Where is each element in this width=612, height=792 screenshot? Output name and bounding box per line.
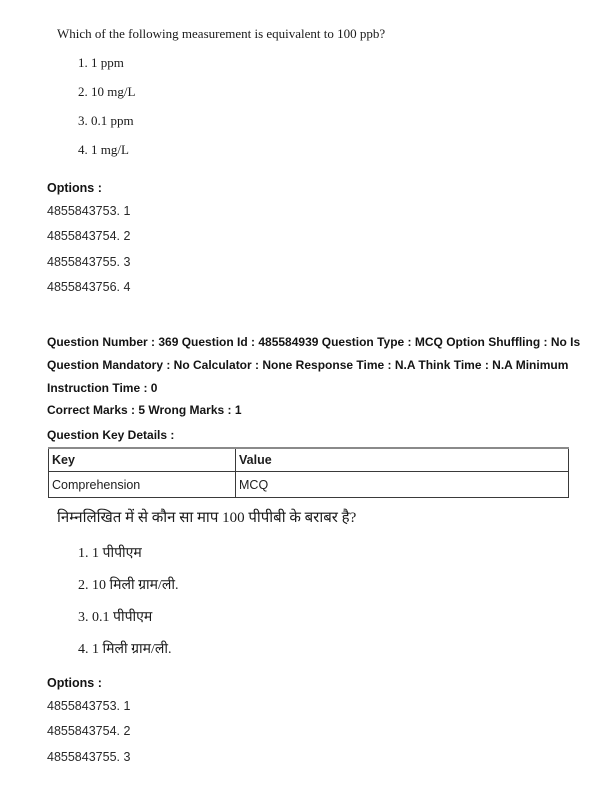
option-id: 4855843755. 3 bbox=[47, 749, 131, 764]
option-id: 4855843753. 1 bbox=[47, 699, 131, 713]
hindi-option-2: 2. 10 मिली ग्राम/ली. bbox=[78, 578, 179, 593]
options-label-bottom: Options : bbox=[47, 676, 102, 690]
english-option-2: 2. 10 mg/L bbox=[78, 84, 136, 99]
hindi-option-3: 3. 0.1 पीपीएम bbox=[78, 610, 153, 625]
question-key-table bbox=[48, 447, 569, 498]
option-id: 4855843753. 1 bbox=[47, 204, 131, 218]
key-details-label: Question Key Details : bbox=[47, 428, 175, 442]
option-id: 4855843754. 2 bbox=[47, 724, 131, 739]
table-header-key: Key bbox=[49, 448, 236, 472]
option-id-list-top bbox=[47, 205, 130, 307]
table-cell-key: Comprehension bbox=[49, 472, 236, 498]
option-id: 4855843754. 2 bbox=[47, 229, 131, 244]
table-header-value: Value bbox=[236, 448, 569, 472]
metadata-line-1: Question Number : 369 Question Id : 485584939 Question Type : MCQ Option Shuffling : No Is bbox=[47, 335, 581, 349]
table-cell-value: MCQ bbox=[236, 472, 569, 498]
hindi-question-text: निम्नलिखित में से कौन सा माप 100 पीपीबी के बराबर है? bbox=[57, 510, 357, 526]
option-id: 4855843755. 3 bbox=[47, 254, 131, 269]
hindi-option-4: 4. 1 मिली ग्राम/ली. bbox=[78, 642, 172, 657]
hindi-option-1: 1. 1 पीपीएम bbox=[78, 546, 142, 561]
metadata-line-3: Instruction Time : 0 bbox=[47, 381, 158, 395]
marks-line: Correct Marks : 5 Wrong Marks : 1 bbox=[47, 403, 242, 417]
question-metadata bbox=[47, 331, 592, 400]
english-question-text: Which of the following measurement is equivalent to 100 ppb? bbox=[57, 26, 386, 41]
table-header-row bbox=[49, 448, 569, 472]
english-options-list bbox=[78, 56, 135, 172]
english-option-1: 1. 1 ppm bbox=[78, 55, 124, 70]
english-option-4: 4. 1 mg/L bbox=[78, 142, 129, 157]
option-id-list-bottom bbox=[47, 700, 130, 776]
english-option-3: 3. 0.1 ppm bbox=[78, 113, 134, 128]
option-id: 4855843756. 4 bbox=[47, 280, 131, 295]
options-label-top: Options : bbox=[47, 181, 102, 195]
metadata-line-2: Question Mandatory : No Calculator : None Response Time : N.A Think Time : N.A Minimum bbox=[47, 358, 569, 372]
hindi-options-list bbox=[78, 545, 179, 673]
table-row bbox=[49, 472, 569, 498]
